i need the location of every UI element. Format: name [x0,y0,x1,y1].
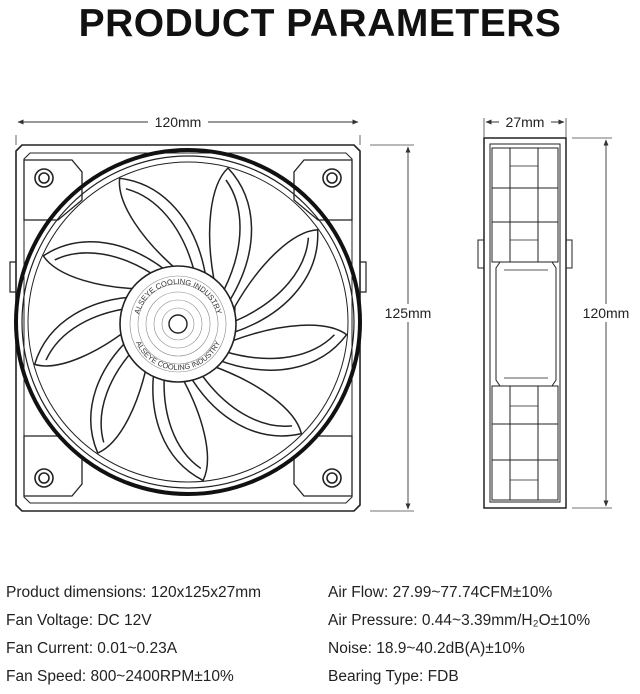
spec-bearing: Bearing Type: FDB [328,668,459,685]
spec-voltage: Fan Voltage: DC 12V [6,612,152,629]
side-depth-label: 27mm [505,114,545,130]
spec-speed: Fan Speed: 800~2400RPM±10% [6,668,234,685]
spec-dimensions: Product dimensions: 120x125x27mm [6,584,262,601]
front-height-label: 125mm [384,305,432,321]
page-title: PRODUCT PARAMETERS [78,2,562,45]
side-height-label: 120mm [582,305,630,321]
spec-noise: Noise: 18.9~40.2dB(A)±10% [328,640,525,657]
spec-airflow: Air Flow: 27.99~77.74CFM±10% [328,584,553,601]
hub-text-top: ALSEYE COOLING INDUSTRY [132,276,224,316]
front-width-label: 120mm [154,114,202,130]
spec-pressure: Air Pressure: 0.44~3.39mm/H₂O±10% [328,612,591,629]
hub-text-bottom: ALSEYE COOLING INDUSTRY [134,339,222,373]
spec-current: Fan Current: 0.01~0.23A [6,640,178,657]
fan-front-view [10,122,414,511]
